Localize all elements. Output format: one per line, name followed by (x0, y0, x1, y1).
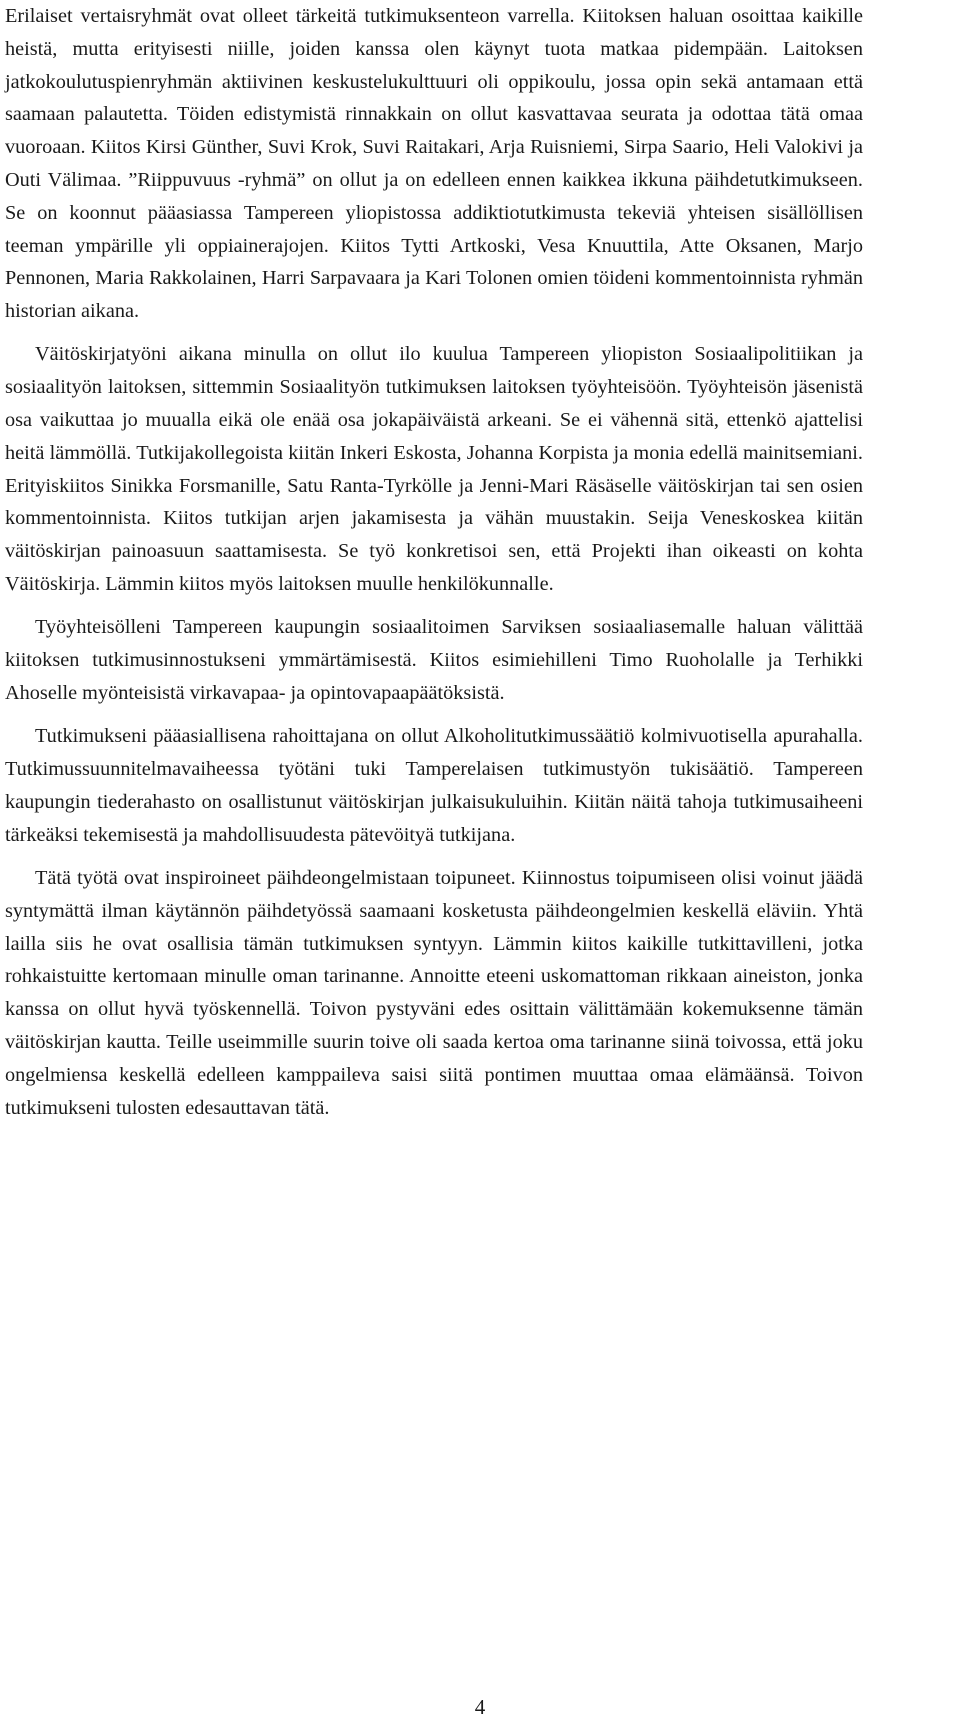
paragraph-employer: Työyhteisölleni Tampereen kaupungin sosiaalitoimen Sarviksen sosiaaliasemalle haluan välittää kiitoksen tutkimusinnostukseni ymmärtämisestä. Kiitos esimiehilleni Timo Ruoholalle ja Terhikki Ahoselle myönteisistä virkavapaa- ja opintovapaapäätöksistä. (5, 616, 863, 704)
paragraph-work-community: Väitöskirjatyöni aikana minulla on ollut ilo kuulua Tampereen yliopiston Sosiaalipolitiikan ja sosiaalityön laitoksen, sittemmin Sosiaalityön tutkimuksen laitoksen työyhteisöön. Työyhteisön jäsenistä osa vaikuttaa jo muualla eikä ole enää osa jokapäiväistä arkeani. Se ei vähennä sitä, ettenkö ajattelisi heitä lämmöllä. Tutkijakollegoista kiitän Inkeri Eskosta, Johanna Korpista ja monia edellä mainitsemiani. Erityiskiitos Sinikka Forsmanille, Satu Ranta-Tyrkölle ja Jenni-Mari Räsäselle väitöskirjan tai sen osien kommentoinnista. Kiitos tutkijan arjen jakamisesta ja vähän muustakin. Seija Veneskoskea kiitän väitöskirjan painoasuun saattamisesta. Se työ konkretisoi sen, että Projekti ihan oikeasti on kohta Väitöskirja. Lämmin kiitos myös laitoksen muulle henkilökunnalle. (5, 343, 863, 596)
page-number: 4 (474, 1695, 486, 1719)
body-text (5, 0, 863, 1135)
paragraph-peer-groups: Erilaiset vertaisryhmät ovat olleet tärkeitä tutkimuksenteon varrella. Kiitoksen haluan osoittaa kaikille heistä, mutta erityisesti niille, joiden kanssa olen käynyt tuota matkaa pidempään. Laitoksen jatkokoulutuspienryhmän aktiivinen keskustelukulttuuri oli oppikoulu, jossa opin sekä antamaan että saamaan palautetta. Töiden edistymistä rinnakkain on ollut kasvattavaa seurata ja odottaa tätä omaa vuoroaan. Kiitos Kirsi Günther, Suvi Krok, Suvi Raitakari, Arja Ruisniemi, Sirpa Saario, Heli Valokivi ja Outi Välimaa. ”Riippuvuus -ryhmä” on ollut ja on edelleen ennen kaikkea ikkuna päihdetutkimukseen. Se on koonnut pääasiassa Tampereen yliopistossa addiktiotutkimusta tekeviä yhteisen sisällöllisen teeman ympärille yli oppiainerajojen. Kiitos Tytti Artkoski, Vesa Knuuttila, Atte Oksanen, Marjo Pennonen, Maria Rakkolainen, Harri Sarpavaara ja Kari Tolonen omien töideni kommentoinnista ryhmän historian aikana. (5, 5, 863, 323)
paragraph-funding: Tutkimukseni pääasiallisena rahoittajana on ollut Alkoholitutkimussäätiö kolmivuotisella apurahalla. Tutkimussuunnitelmavaiheessa työtäni tuki Tamperelaisen tutkimustyön tukisäätiö. Tampereen kaupungin tiederahasto on osallistunut väitöskirjan julkaisukuluihin. Kiitän näitä tahoja tutkimusaiheeni tärkeäksi tekemisestä ja mahdollisuudesta pätevöityä tutkijana. (5, 725, 863, 846)
paragraph-participants: Tätä työtä ovat inspiroineet päihdeongelmistaan toipuneet. Kiinnostus toipumiseen olisi voinut jäädä syntymättä ilman käytännön päihdetyössä saamaani kosketusta päihdeongelmien keskellä eläviin. Yhtä lailla siis he ovat osallisia tämän tutkimuksen syntyyn. Lämmin kiitos kaikille tutkittavilleni, jotka rohkaistuitte kertomaan minulle oman tarinanne. Annoitte eteeni uskomattoman rikkaan aineiston, jonka kanssa on ollut hyvä työskennellä. Toivon pystyväni edes osittain välittämään kokemuksenne tämän väitöskirjan kautta. Teille useimmille suurin toive oli saada kertoa oma tarinanne siinä toivossa, että joku ongelmiensa keskellä edelleen kamppaileva saisi siitä pontimen muuttaa omaa elämäänsä. Toivon tutkimukseni tulosten edesauttavan tätä. (5, 866, 863, 1119)
